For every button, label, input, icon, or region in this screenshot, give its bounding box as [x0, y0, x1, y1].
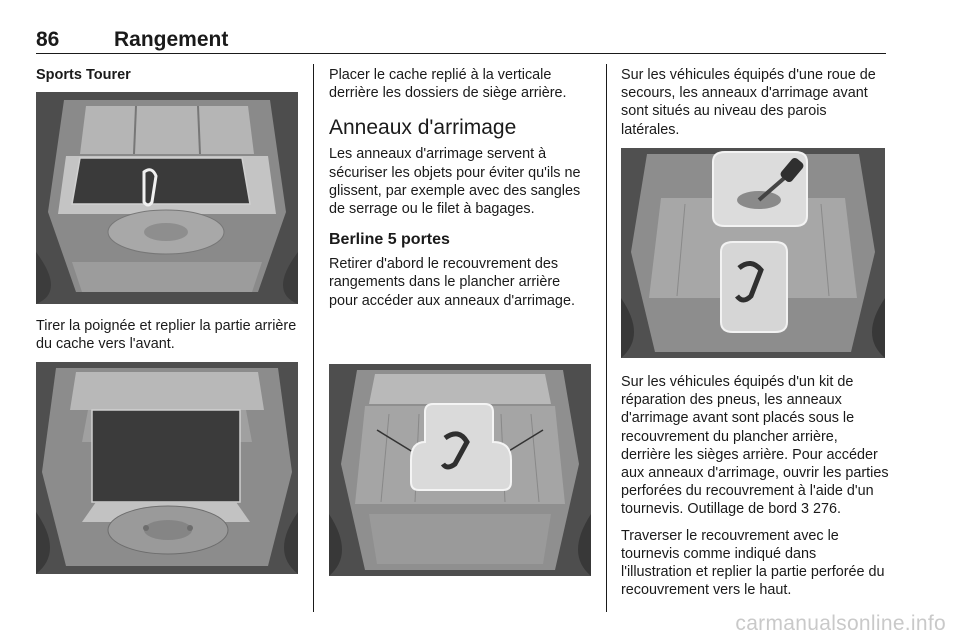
- chapter-title: Rangement: [114, 28, 229, 51]
- section-heading: Anneaux d'arrimage: [329, 116, 517, 140]
- figure-trunk-cover-handle: [36, 92, 298, 304]
- column-divider-2: [606, 64, 607, 612]
- page-header: [36, 28, 886, 54]
- column-2: [329, 66, 591, 310]
- column-3: [621, 66, 887, 139]
- figure-cover-folded: [36, 362, 298, 574]
- page-number: 86: [36, 28, 60, 51]
- paragraph: Sur les véhicules équipés d'une roue de secours, les anneaux d'arrimage avant sont situés au niveau des parois latérales.: [621, 67, 876, 138]
- section-subtitle: Sports Tourer: [36, 67, 131, 83]
- column-1: [36, 66, 304, 84]
- header-rule: [36, 53, 886, 54]
- page-reference-arrow-icon: 3: [801, 501, 810, 518]
- paragraph: Traverser le recouvrement avec le tournevis comme indiqué dans l'illustration et replier la partie perforée du recouvrement vers le haut.: [621, 527, 885, 599]
- column-3-text: [621, 373, 889, 599]
- figure-tie-down-tool: [621, 148, 885, 358]
- subsection-heading: Berline 5 portes: [329, 231, 450, 249]
- paragraph: [621, 373, 889, 519]
- page-reference[interactable]: 276.: [813, 501, 842, 518]
- column-1-text: [36, 317, 304, 353]
- paragraph: Tirer la poignée et replier la partie arrière du cache vers l'avant.: [36, 318, 297, 353]
- paragraph: Placer le cache replié à la verticale derrière les dossiers de siège arrière.: [329, 67, 567, 102]
- watermark: carmanualsonline.info: [735, 612, 946, 635]
- paragraph: Retirer d'abord le recouvrement des rangements dans le plancher arrière pour accéder aux anneaux d'arrimage.: [329, 256, 575, 309]
- paragraph: Les anneaux d'arrimage servent à sécuriser les objets pour éviter qu'ils ne glissent, par exemple avec des sangles de serrage ou le filet à bagages.: [329, 146, 581, 218]
- paragraph-text: Sur les véhicules équipés d'un kit de réparation des pneus, les anneaux d'arrimage avant sont placés sous le recouvrement du plancher arrière, derrière les sièges arrière. Pour accéder aux anneaux d'arrimage, ouvrir les parties perforées du recouvrement à l'aide d'un tournevis. Outillage de bord: [621, 374, 889, 518]
- column-divider-1: [313, 64, 314, 612]
- figure-hatchback-tie-down: [329, 364, 591, 576]
